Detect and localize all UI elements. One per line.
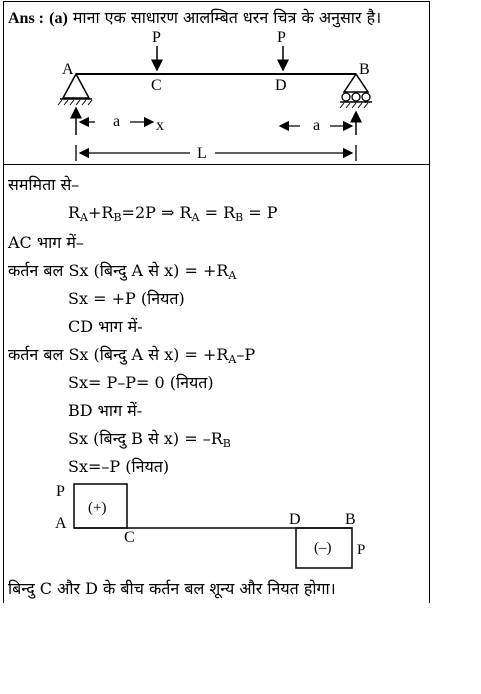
answer-prefix: Ans :: [8, 10, 45, 27]
sfd-label-d: D: [289, 511, 301, 528]
sx-cd-line: Sx= P–P= 0 (नियत): [68, 373, 214, 392]
dim-x: x: [156, 117, 164, 134]
point-label-b: B: [359, 61, 370, 78]
sfd-label-c: C: [124, 529, 135, 546]
answer-text: माना एक साधारण आलम्बित धरन चित्र के अनुसार है।: [72, 8, 382, 27]
shear-cd-line: कर्तन बल Sx (बिन्दु A से $x) = +R_A-P$: [8, 345, 256, 366]
load-label-left: P: [152, 29, 161, 46]
shear-force-diagram: [0, 475, 481, 575]
dim-a-right: a: [313, 117, 321, 134]
conclusion-line: बिन्दु C और D के बीच कर्तन बल शून्य और नियत होगा।: [8, 579, 336, 598]
symmetry-line: सममिता से–: [8, 175, 80, 194]
shear-bd-line: Sx (बिन्दु B से $x) = -R_B$: [68, 429, 231, 450]
point-label-d: D: [275, 77, 287, 94]
dim-a-left: a: [113, 113, 121, 130]
sfd-label-minus: (–): [314, 540, 332, 556]
reaction-equation: $R_A+R_B=2P$ ⇒ $R_A = R_B = P$: [68, 203, 278, 224]
sx-bd-line: Sx=–P (नियत): [68, 457, 170, 476]
point-label-c: C: [151, 77, 162, 94]
sfd-label-plus: (+): [88, 500, 107, 516]
ac-part-heading: AC भाग में–: [8, 233, 84, 252]
sfd-label-p-bottom: P: [357, 542, 366, 558]
beam-diagram: [0, 0, 481, 170]
point-label-a: A: [62, 61, 74, 78]
bd-part-heading: BD भाग में-: [68, 401, 143, 420]
sfd-label-p-top: P: [56, 483, 65, 500]
cd-part-heading: CD भाग में-: [68, 317, 143, 336]
sx-ac-line: Sx = +P (नियत): [68, 289, 185, 308]
sfd-label-b: B: [345, 511, 356, 528]
dim-l: L: [197, 145, 207, 162]
sfd-label-a: A: [55, 515, 67, 532]
answer-option: (a): [49, 10, 68, 27]
load-label-right: P: [277, 29, 286, 46]
shear-ac-line: कर्तन बल Sx (बिन्दु A से $x) = +R_A$: [8, 261, 237, 282]
